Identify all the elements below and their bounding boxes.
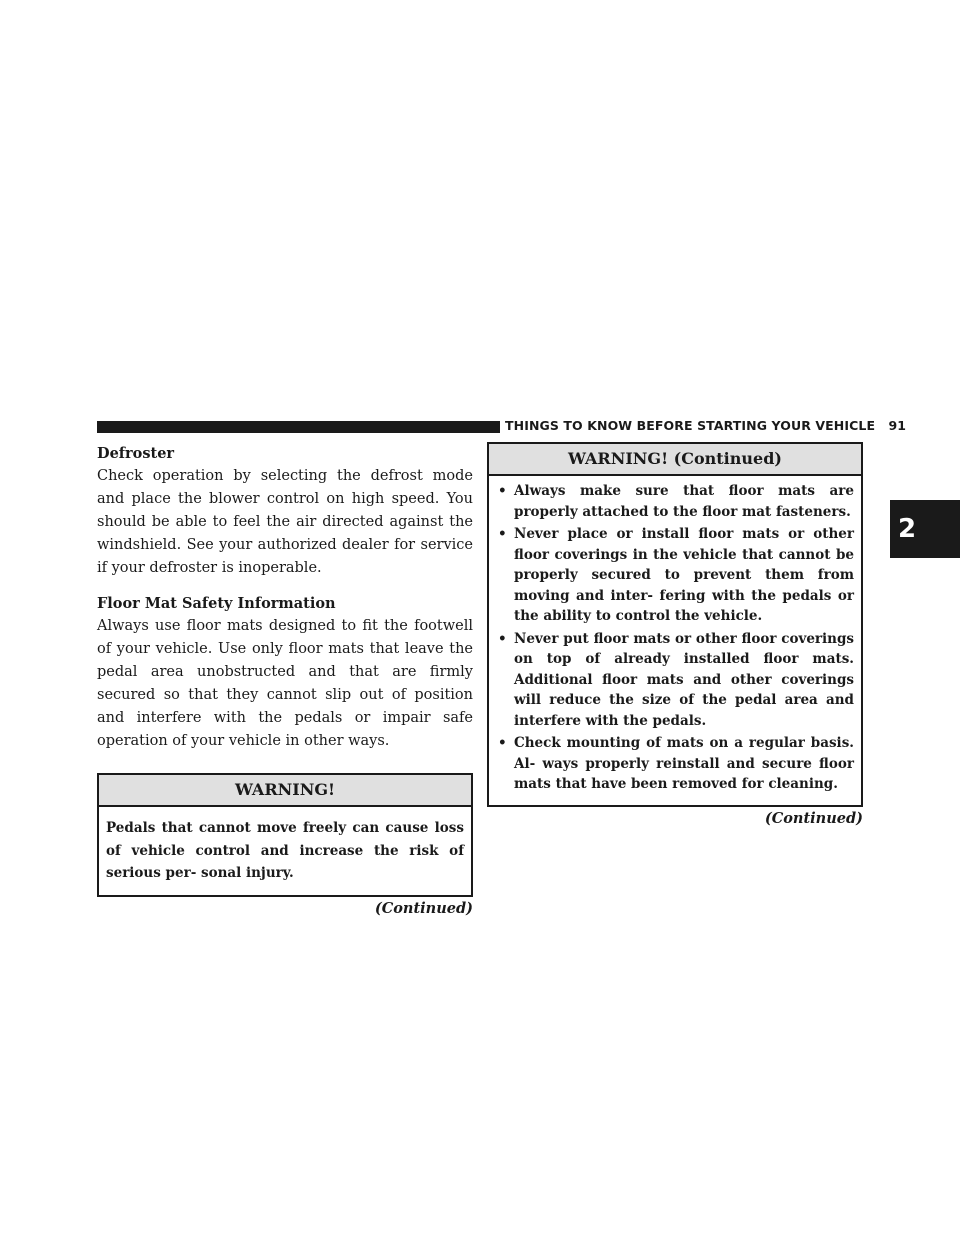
continued-label: (Continued) (374, 899, 473, 917)
list-item: • Check mounting of mats on a regular basis. Al- ways properly reinstall and secure floor mats that have been removed for cleaning. (498, 735, 854, 792)
list-item: • Always make sure that floor mats are properly attached to the floor mat fasteners. (498, 483, 854, 520)
continued-label: (Continued) (764, 809, 863, 827)
page-number: 91 (888, 418, 907, 433)
chapter-title: THINGS TO KNOW BEFORE STARTING YOUR VEHICLE (505, 418, 876, 433)
bullet-icon: • (498, 630, 507, 647)
chapter-tab: 2 (890, 500, 960, 558)
warning-continued-box (487, 442, 863, 807)
floor-mat-paragraph: Always use floor mats designed to fit the footwell of your vehicle. Use only floor mats that leave the pedal area unobstructed and that are firmly secured so that they cannot slip out of position and interfere with the pedals or impair safe operation of your vehicle in other ways. (97, 618, 473, 749)
warning-list (489, 476, 861, 805)
list-item: • Never place or install floor mats or other floor coverings in the vehicle that cannot be properly secured to prevent them from moving and inter- fering with the pedals or the ability to control the vehicle. (498, 526, 854, 624)
warning-box (97, 773, 473, 897)
defroster-heading: Defroster (97, 445, 175, 462)
warning-continued-title: WARNING! (Continued) (489, 444, 861, 476)
bullet-icon: • (498, 483, 507, 499)
running-header (505, 418, 907, 433)
bullet-icon: • (498, 735, 507, 751)
warning-title: WARNING! (99, 775, 471, 807)
defroster-paragraph: Check operation by selecting the defrost mode and place the blower control on high speed. You should be able to feel the air directed against the windshield. See your authorized dealer for service if your defroster is inoperable. (97, 468, 473, 576)
left-column (97, 442, 473, 919)
warning-text: Pedals that cannot move freely can cause loss of vehicle control and increase the risk of serious per- sonal injury. (106, 820, 464, 881)
right-column (487, 442, 863, 829)
floor-mat-heading: Floor Mat Safety Information (97, 595, 336, 612)
header-rule (97, 421, 500, 433)
bullet-icon: • (498, 526, 507, 542)
list-item: • Never put floor mats or other floor coverings on top of already installed floor mats. Additional floor mats and other coverings will reduce the size of the pedal area and interfere with the pedals. (498, 630, 854, 729)
